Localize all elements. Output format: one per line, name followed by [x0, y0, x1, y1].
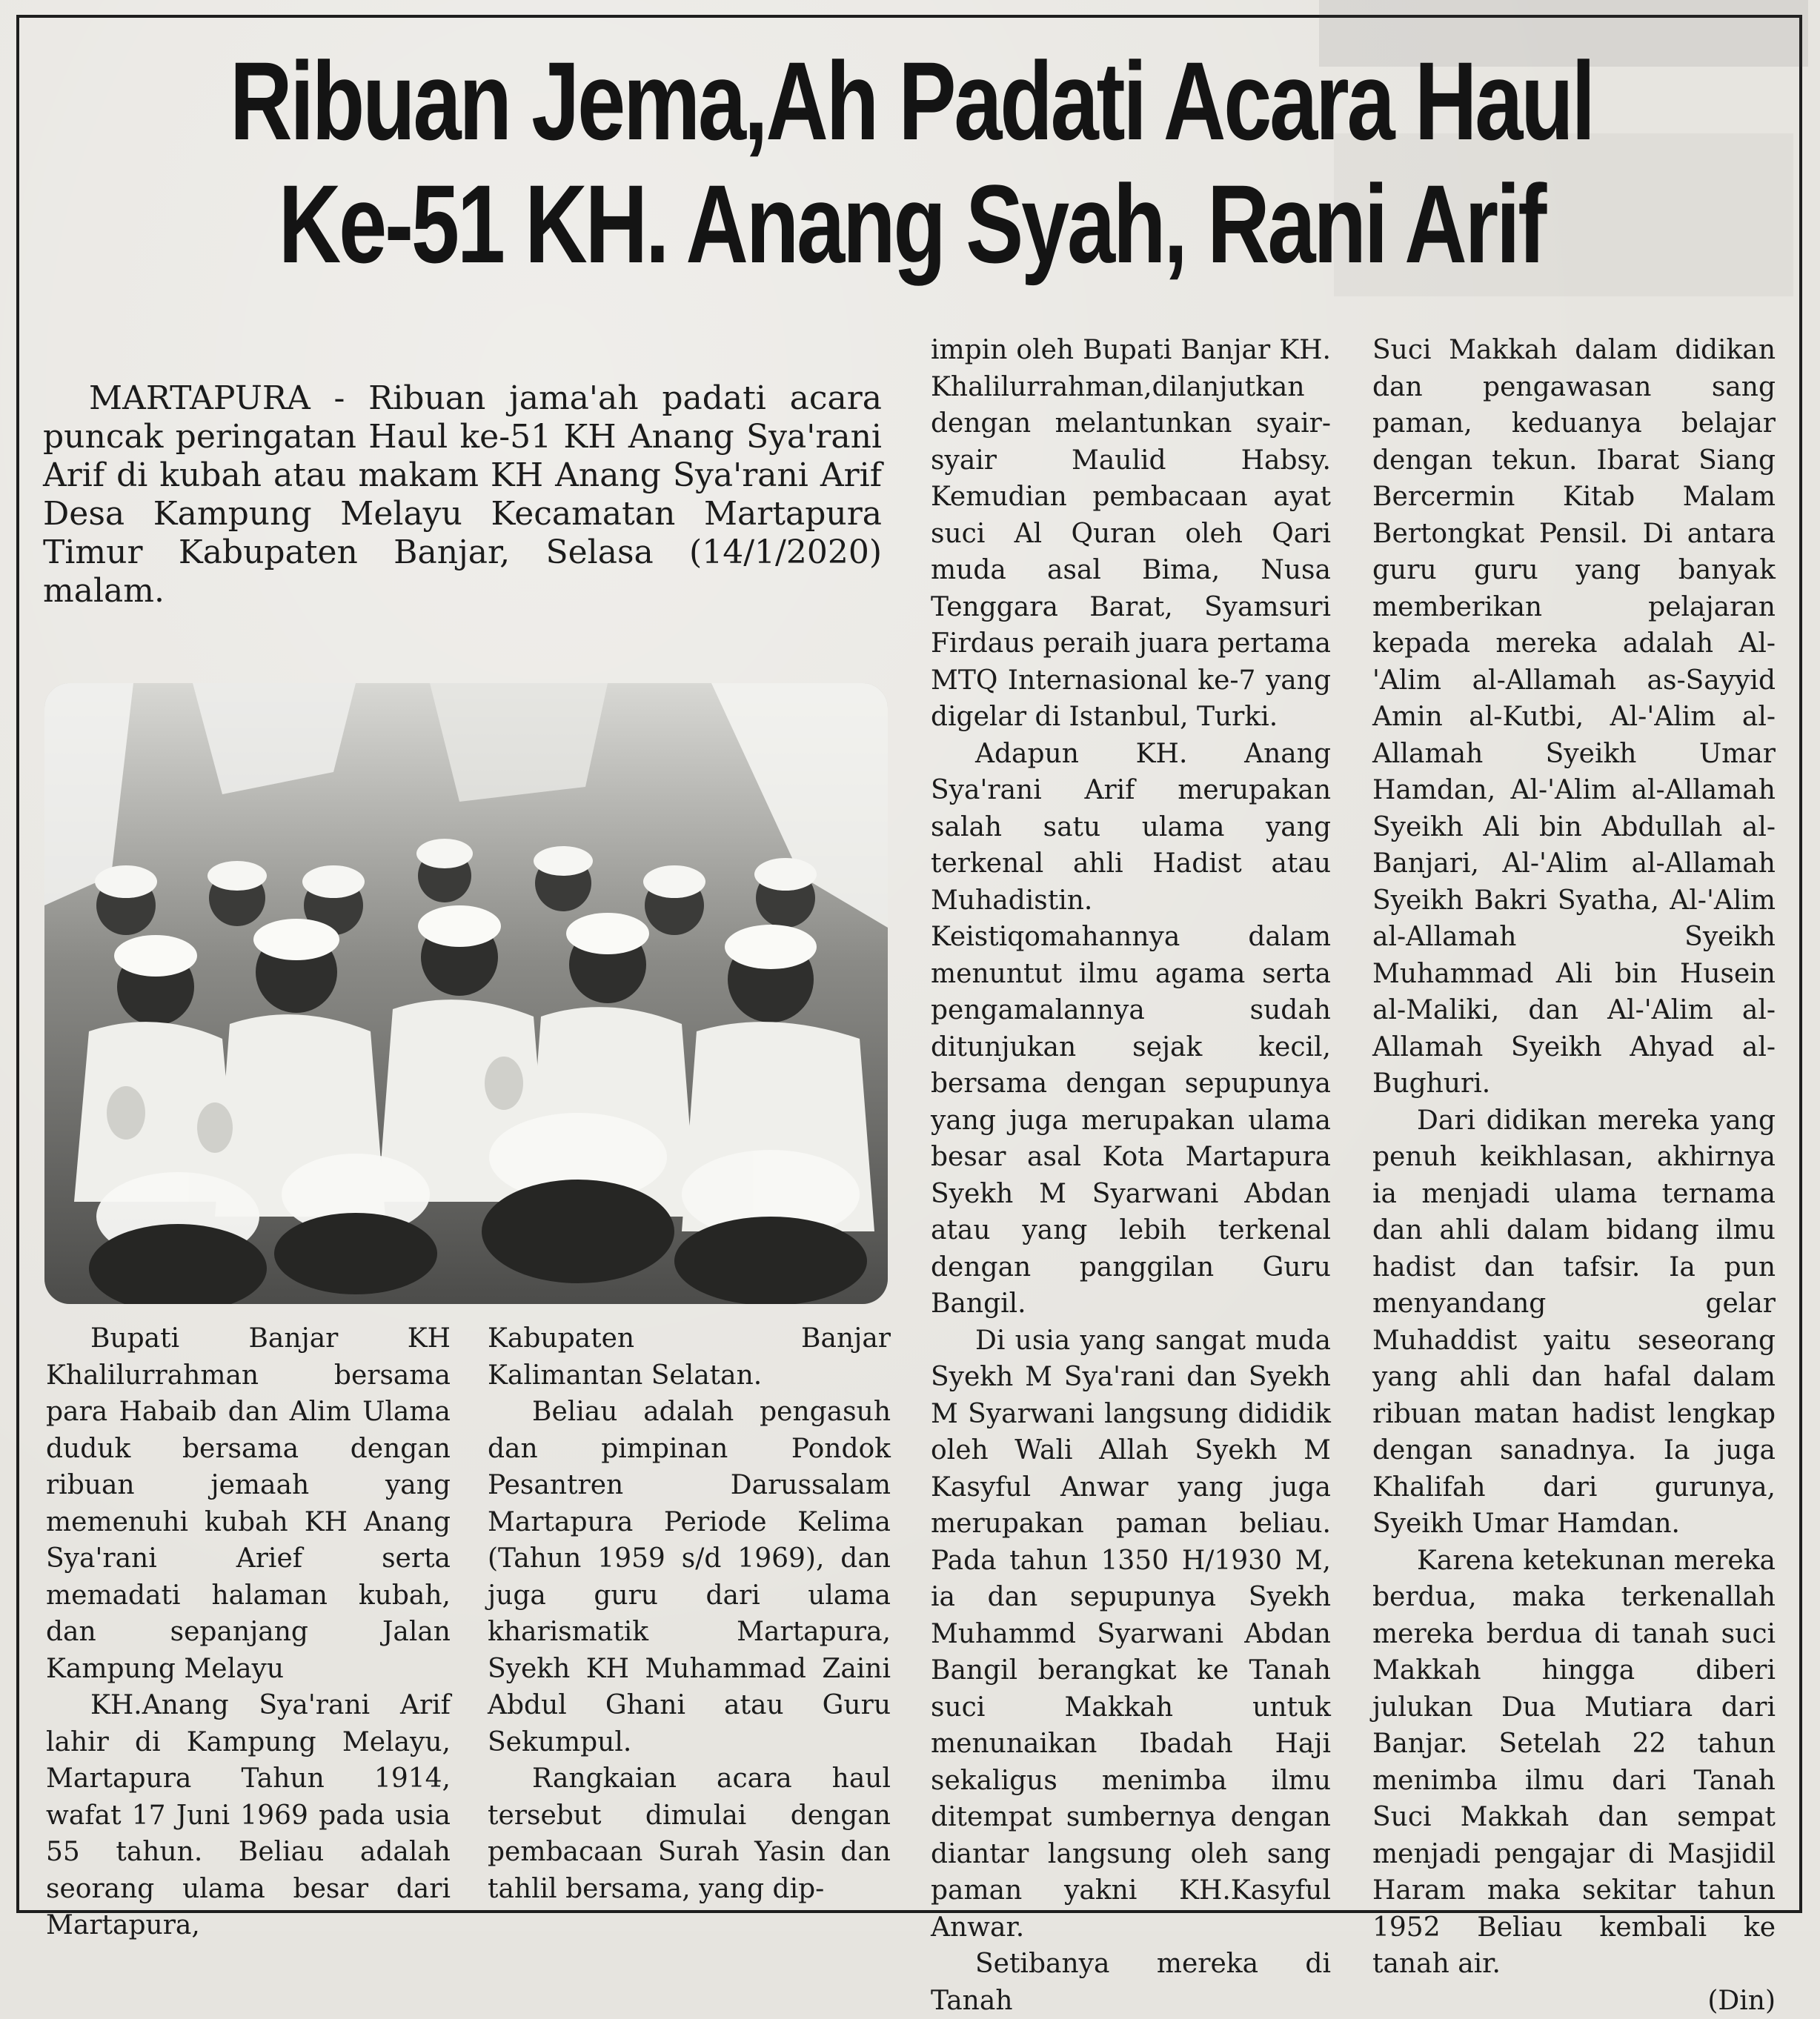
- paragraph: Rangkaian acara haul tersebut dimulai dengan pembacaan Surah Yasin dan tahlil bersama, yang dip-: [488, 1760, 891, 1907]
- event-photo: [44, 683, 888, 1304]
- column-3: [931, 332, 1331, 2019]
- paragraph: impin oleh Bupati Banjar KH. Khalilurrahman,dilanjutkan dengan melantunkan syair-syair Maulid Habsy. Kemudian pembacaan ayat suci Al Quran oleh Qari muda asal Bima, Nusa Tenggara Barat, Syamsuri Firdaus peraih juara pertama MTQ Internasional ke-7 yang digelar di Istanbul, Turki.: [931, 332, 1331, 736]
- paragraph: Suci Makkah dalam didikan dan pengawasan sang paman, keduanya belajar dengan tekun. Ibarat Siang Bercermin Kitab Malam Bertongkat Pensil. Di antara guru guru yang banyak memberikan pelajaran kepada mereka adalah Al-'Alim al-Allamah as-Sayyid Amin al-Kutbi, Al-'Alim al-Allamah Syeikh Umar Hamdan, Al-'Alim al-Allamah Syeikh Ali bin Abdullah al-Banjari, Al-'Alim al-Allamah Syeikh Bakri Syatha, Al-'Alim al-Allamah Syeikh Muhammad Ali bin Husein al-Maliki, dan Al-'Alim al-Allamah Syeikh Ahyad al-Bughuri.: [1372, 332, 1776, 1102]
- article-headline: [22, 45, 1801, 279]
- crowd-photo-illustration: [44, 683, 888, 1304]
- paragraph: Kabupaten Banjar Kalimantan Selatan.: [488, 1320, 891, 1394]
- headline-line-2: Ke-51 KH. Anang Syah, Rani Arif: [218, 168, 1605, 279]
- paragraph: Beliau adalah pengasuh dan pimpinan Pondok Pesantren Darussalam Martapura Periode Kelima (Tahun 1959 s/d 1969), dan juga guru dari ulama kharismatik Martapura, Syekh KH Muhammad Zaini Abdul Ghani atau Guru Sekumpul.: [488, 1394, 891, 1760]
- paragraph: KH.Anang Sya'rani Arif lahir di Kampung Melayu, Martapura Tahun 1914, wafat 17 Juni 1969 pada usia 55 tahun. Beliau adalah seorang ulama besar dari Martapura,: [46, 1687, 451, 1944]
- paragraph: Adapun KH. Anang Sya'rani Arif merupakan salah satu ulama yang terkenal ahli Hadist atau Muhadistin. Keistiqomahannya dalam menuntut ilmu agama serta pengamalannya sudah ditunjukan sejak kecil, bersama dengan sepupunya yang juga merupakan ulama besar asal Kota Martapura Syekh M Syarwani Abdan atau yang lebih terkenal dengan panggilan Guru Bangil.: [931, 736, 1331, 1323]
- lead-paragraph: MARTAPURA - Ribuan jama'ah padati acara puncak peringatan Haul ke-51 KH Anang Sya'rani Arif di kubah atau makam KH Anang Sya'rani Arif Desa Kampung Melayu Kecamatan Martapura Timur Kabupaten Banjar, Selasa (14/1/2020) malam.: [43, 379, 882, 611]
- column-4: [1372, 332, 1776, 2019]
- column-1: [46, 1320, 451, 1944]
- headline-line-1: Ribuan Jema,Ah Padati Acara Haul: [218, 45, 1605, 156]
- column-2: [488, 1320, 891, 1907]
- paragraph: Dari didikan mereka yang penuh keikhlasan, akhirnya ia menjadi ulama ternama dan ahli dalam bidang ilmu hadist dan tafsir. Ia pun menyandang gelar Muhaddist yaitu seseorang yang ahli dan hafal dalam ribuan matan hadist lengkap dengan sanadnya. Ia juga Khalifah dari gurunya, Syeikh Umar Hamdan.: [1372, 1102, 1776, 1543]
- photo-caption: Bupati Banjar KH Khalilurrahman bersama para Habaib dan Alim Ulama duduk bersama dengan ribuan jemaah yang memenuhi kubah KH Anang Sya'rani Arief serta memadati halaman kubah, dan sepanjang Jalan Kampung Melayu: [46, 1320, 451, 1687]
- author-byline: (Din): [1372, 1983, 1776, 2019]
- paragraph: Di usia yang sangat muda Syekh M Sya'rani dan Syekh M Syarwani langsung dididik oleh Wali Allah Syekh M Kasyful Anwar yang juga merupakan paman beliau. Pada tahun 1350 H/1930 M, ia dan sepupunya Syekh Muhammd Syarwani Abdan Bangil berangkat ke Tanah suci Makkah untuk menunaikan Ibadah Haji sekaligus menimba ilmu ditempat sumbernya dengan diantar langsung oleh sang paman yakni KH.Kasyful Anwar.: [931, 1323, 1331, 1946]
- paragraph: Setibanya mereka di Tanah: [931, 1946, 1331, 2019]
- paragraph: Karena ketekunan mereka berdua, maka terkenallah mereka berdua di tanah suci Makkah hingga diberi julukan Dua Mutiara dari Banjar. Setelah 22 tahun menimba ilmu dari Tanah Suci Makkah dan sempat menjadi pengajar di Masjidil Haram maka sekitar tahun 1952 Beliau kembali ke tanah air.: [1372, 1543, 1776, 1983]
